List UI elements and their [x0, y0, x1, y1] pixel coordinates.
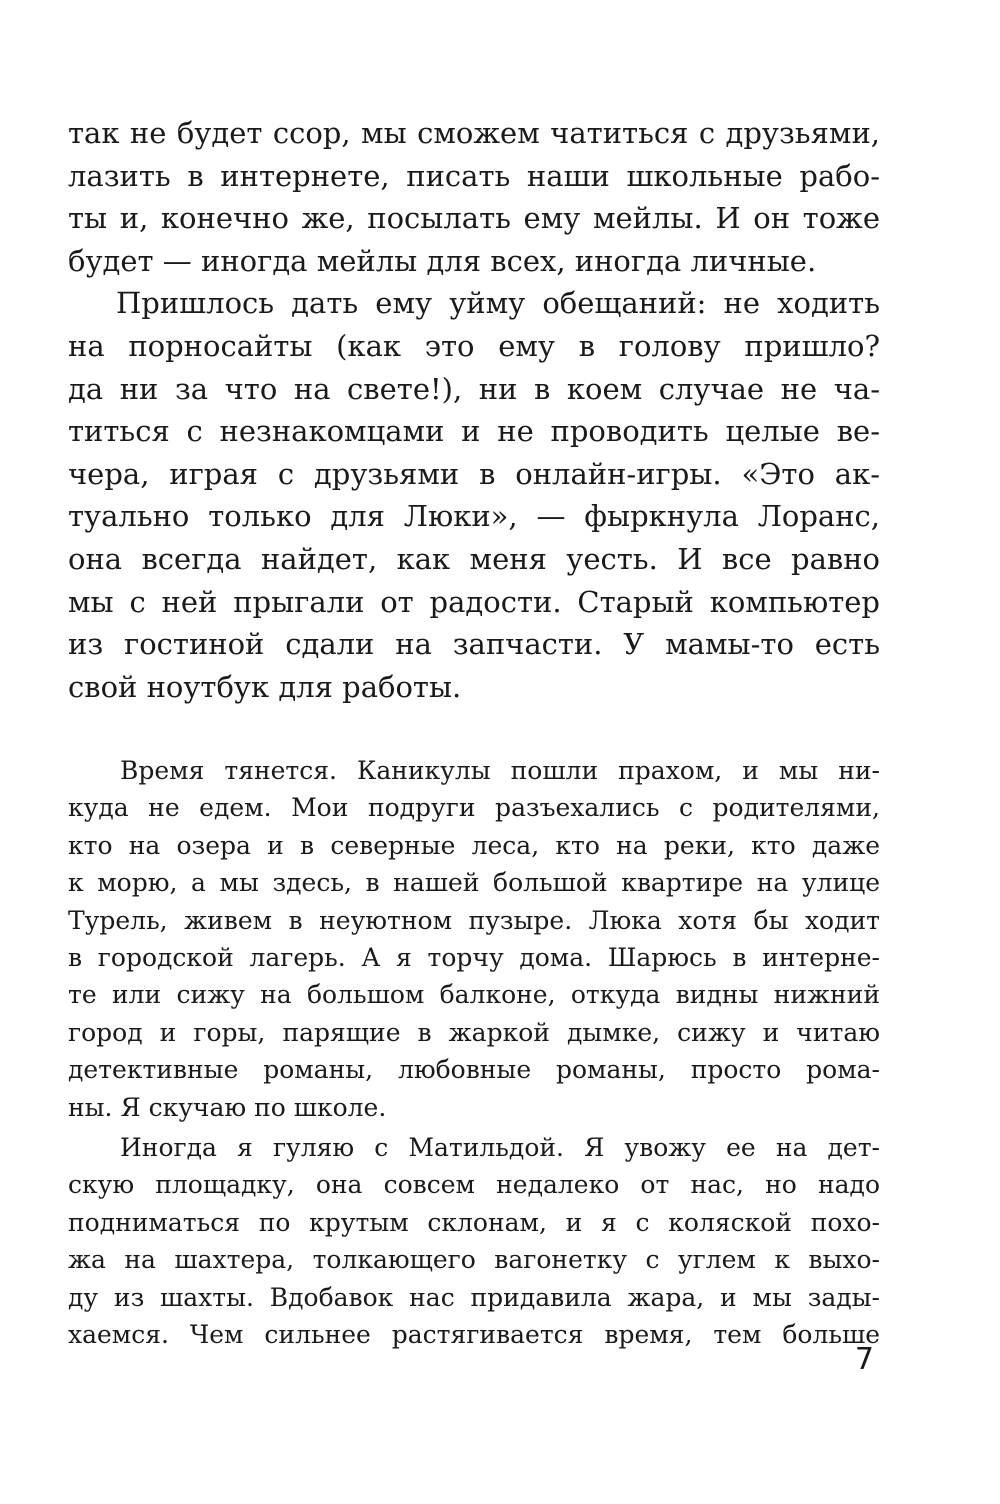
text-line: будет — иногда мейлы для всех, иногда личные. — [68, 243, 817, 278]
paragraph-b1 — [68, 752, 880, 1126]
text-line: ты и, конечно же, посылать ему мейлы. И он тоже — [68, 201, 880, 236]
text-line: куда не едем. Мои подруги разъехались с родителями, — [68, 793, 880, 823]
text-section-a — [68, 112, 880, 708]
text-line: она всегда найдет, как меня уесть. И все равно — [68, 541, 880, 576]
text-line: те или сижу на большом балконе, откуда видны нижний — [68, 980, 880, 1010]
text-line: Пришлось дать ему уйму обещаний: не ходить — [116, 286, 880, 321]
paragraph-b2 — [68, 1129, 880, 1353]
text-line: титься с незнакомцами и не проводить целые ве- — [68, 414, 880, 449]
text-line: ду из шахты. Вдобавок нас придавила жара, и мы зады- — [68, 1282, 880, 1312]
text-line: свой ноутбук для работы. — [68, 669, 462, 704]
paragraph-a2 — [68, 282, 880, 708]
text-section-b — [68, 752, 880, 1354]
text-line: туально только для Люки», — фыркнула Лоранс, — [68, 499, 880, 534]
text-line: лазить в интернете, писать наши школьные рабо- — [68, 158, 880, 193]
text-line: Турель, живем в неуютном пузыре. Люка хотя бы ходит — [68, 905, 880, 935]
text-line: жа на шахтера, толкающего вагонетку с углем к выхо- — [68, 1245, 880, 1275]
text-line: на порносайты (как это ему в голову пришло? — [68, 328, 880, 363]
text-line: детективные романы, любовные романы, просто рома- — [68, 1055, 880, 1085]
text-line: ны. Я скучаю по школе. — [68, 1092, 387, 1122]
text-line: мы с ней прыгали от радости. Старый компьютер — [68, 584, 880, 619]
text-line: город и горы, парящие в жаркой дымке, сижу и читаю — [68, 1017, 880, 1047]
text-line: да ни за что на свете!), ни в коем случае не ча- — [68, 371, 880, 406]
text-line: чера, играя с друзьями в онлайн-игры. «Это ак- — [68, 456, 880, 491]
text-line: к морю, а мы здесь, в нашей большой квартире на улице — [68, 868, 880, 898]
text-line: хаемся. Чем сильнее растягивается время, тем больше — [68, 1320, 880, 1350]
page-number: 7 — [854, 1342, 874, 1377]
text-line: так не будет ссор, мы сможем чатиться с друзьями, — [68, 116, 880, 150]
text-line: из гостиной сдали на запчасти. У мамы-то есть — [68, 627, 880, 662]
text-line: скую площадку, она совсем недалеко от нас, но надо — [68, 1170, 880, 1200]
text-line: Время тянется. Каникулы пошли прахом, и мы ни- — [120, 756, 880, 785]
text-line: в городской лагерь. А я торчу дома. Шарюсь в интерне- — [68, 943, 880, 973]
text-line: кто на озера и в северные леса, кто на реки, кто даже — [68, 830, 880, 860]
paragraph-a1 — [68, 112, 880, 282]
text-line: Иногда я гуляю с Матильдой. Я увожу ее на дет- — [120, 1133, 880, 1163]
text-line: подниматься по крутым склонам, и я с коляской похо- — [68, 1207, 880, 1237]
